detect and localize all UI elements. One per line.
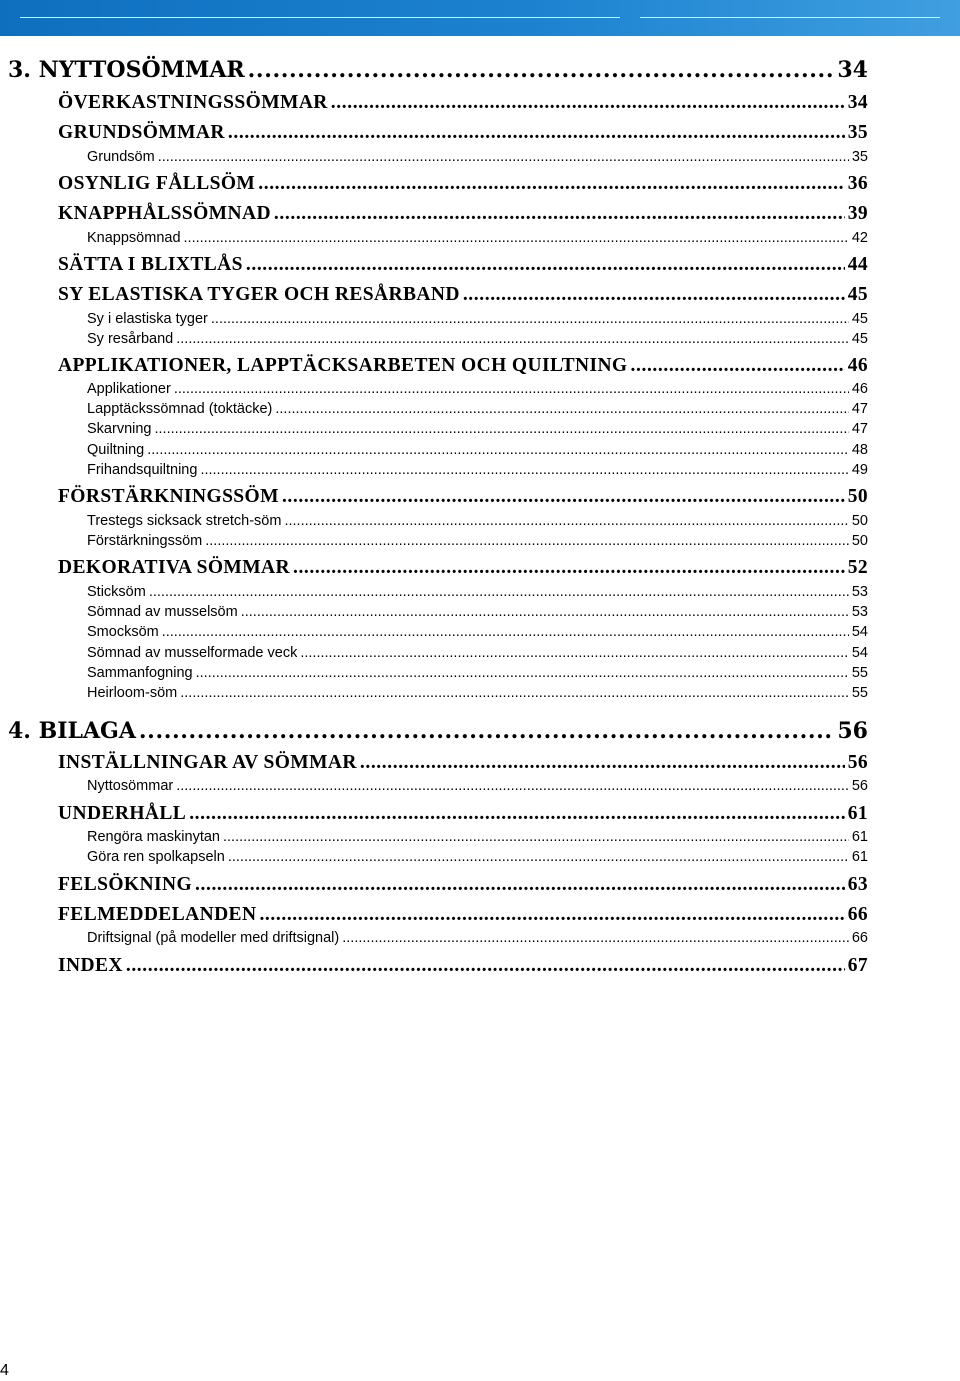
toc-chapter-entry[interactable]: 3. NYTTOSÖMMAR ..... 34 — [8, 57, 868, 83]
toc-section-entry[interactable]: GRUNDSÖMMAR ..... 35 — [58, 122, 868, 144]
toc-subsection-entry[interactable]: Frihandsquiltning ..... 49 — [87, 462, 868, 478]
toc-section-entry[interactable]: SÄTTA I BLIXTLÅS ..... 44 — [58, 254, 868, 276]
toc-subsection-entry[interactable]: Knappsömnad ..... 42 — [87, 230, 868, 246]
toc-section-entry[interactable]: ÖVERKASTNINGSSÖMMAR ..... 34 — [58, 92, 868, 114]
toc-subsection-entry[interactable]: Lapptäckssömnad (toktäcke) ..... 47 — [87, 401, 868, 417]
toc-subsection-entry[interactable]: Quiltning ..... 48 — [87, 442, 868, 458]
toc-subsection-entry[interactable]: Sammanfogning ..... 55 — [87, 665, 868, 681]
toc-section-entry[interactable]: DEKORATIVA SÖMMAR ..... 52 — [58, 557, 868, 579]
page-number: 4 — [0, 1362, 9, 1379]
toc-subsection-entry[interactable]: Smocksöm ..... 54 — [87, 624, 868, 640]
header-rule — [640, 17, 940, 18]
toc-section-entry[interactable]: INDEX ..... 67 — [58, 955, 868, 977]
toc-subsection-entry[interactable]: Sy resårband ..... 45 — [87, 331, 868, 347]
toc-section-entry[interactable]: FÖRSTÄRKNINGSSÖM ..... 50 — [58, 486, 868, 508]
toc-subsection-entry[interactable]: Driftsignal (på modeller med driftsignal) ..... 66 — [87, 930, 868, 946]
toc-section-entry[interactable]: SY ELASTISKA TYGER OCH RESÅRBAND ..... 45 — [58, 284, 868, 306]
toc-section-entry[interactable]: KNAPPHÅLSSÖMNAD ..... 39 — [58, 203, 868, 225]
toc-subsection-entry[interactable]: Grundsöm ..... 35 — [87, 149, 868, 165]
header-rule — [20, 17, 620, 18]
toc-subsection-entry[interactable]: Sömnad av musselformade veck ..... 54 — [87, 645, 868, 661]
toc-subsection-entry[interactable]: Sömnad av musselsöm ..... 53 — [87, 604, 868, 620]
toc-subsection-entry[interactable]: Göra ren spolkapseln ..... 61 — [87, 849, 868, 865]
toc-chapter-entry[interactable]: 4. BILAGA ..... 56 — [8, 718, 868, 744]
header-band — [0, 0, 960, 36]
toc-subsection-entry[interactable]: Heirloom-söm ..... 55 — [87, 685, 868, 701]
toc-section-entry[interactable]: APPLIKATIONER, LAPPTÄCKSARBETEN OCH QUILTNING ..... 46 — [58, 355, 868, 377]
toc-subsection-entry[interactable]: Trestegs sicksack stretch-söm ..... 50 — [87, 513, 868, 529]
toc-subsection-entry[interactable]: Skarvning ..... 47 — [87, 421, 868, 437]
toc-section-entry[interactable]: INSTÄLLNINGAR AV SÖMMAR ..... 56 — [58, 752, 868, 774]
toc-section-entry[interactable]: OSYNLIG FÅLLSÖM ..... 36 — [58, 173, 868, 195]
toc-section-entry[interactable]: FELSÖKNING ..... 63 — [58, 874, 868, 896]
toc-section-entry[interactable]: FELMEDDELANDEN ..... 66 — [58, 904, 868, 926]
toc-subsection-entry[interactable]: Förstärkningssöm ..... 50 — [87, 533, 868, 549]
toc-subsection-entry[interactable]: Sticksöm ..... 53 — [87, 584, 868, 600]
toc-subsection-entry[interactable]: Nyttosömmar ..... 56 — [87, 778, 868, 794]
toc-section-entry[interactable]: UNDERHÅLL ..... 61 — [58, 803, 868, 825]
toc-subsection-entry[interactable]: Sy i elastiska tyger ..... 45 — [87, 311, 868, 327]
toc-subsection-entry[interactable]: Rengöra maskinytan ..... 61 — [87, 829, 868, 845]
toc-subsection-entry[interactable]: Applikationer ..... 46 — [87, 381, 868, 397]
